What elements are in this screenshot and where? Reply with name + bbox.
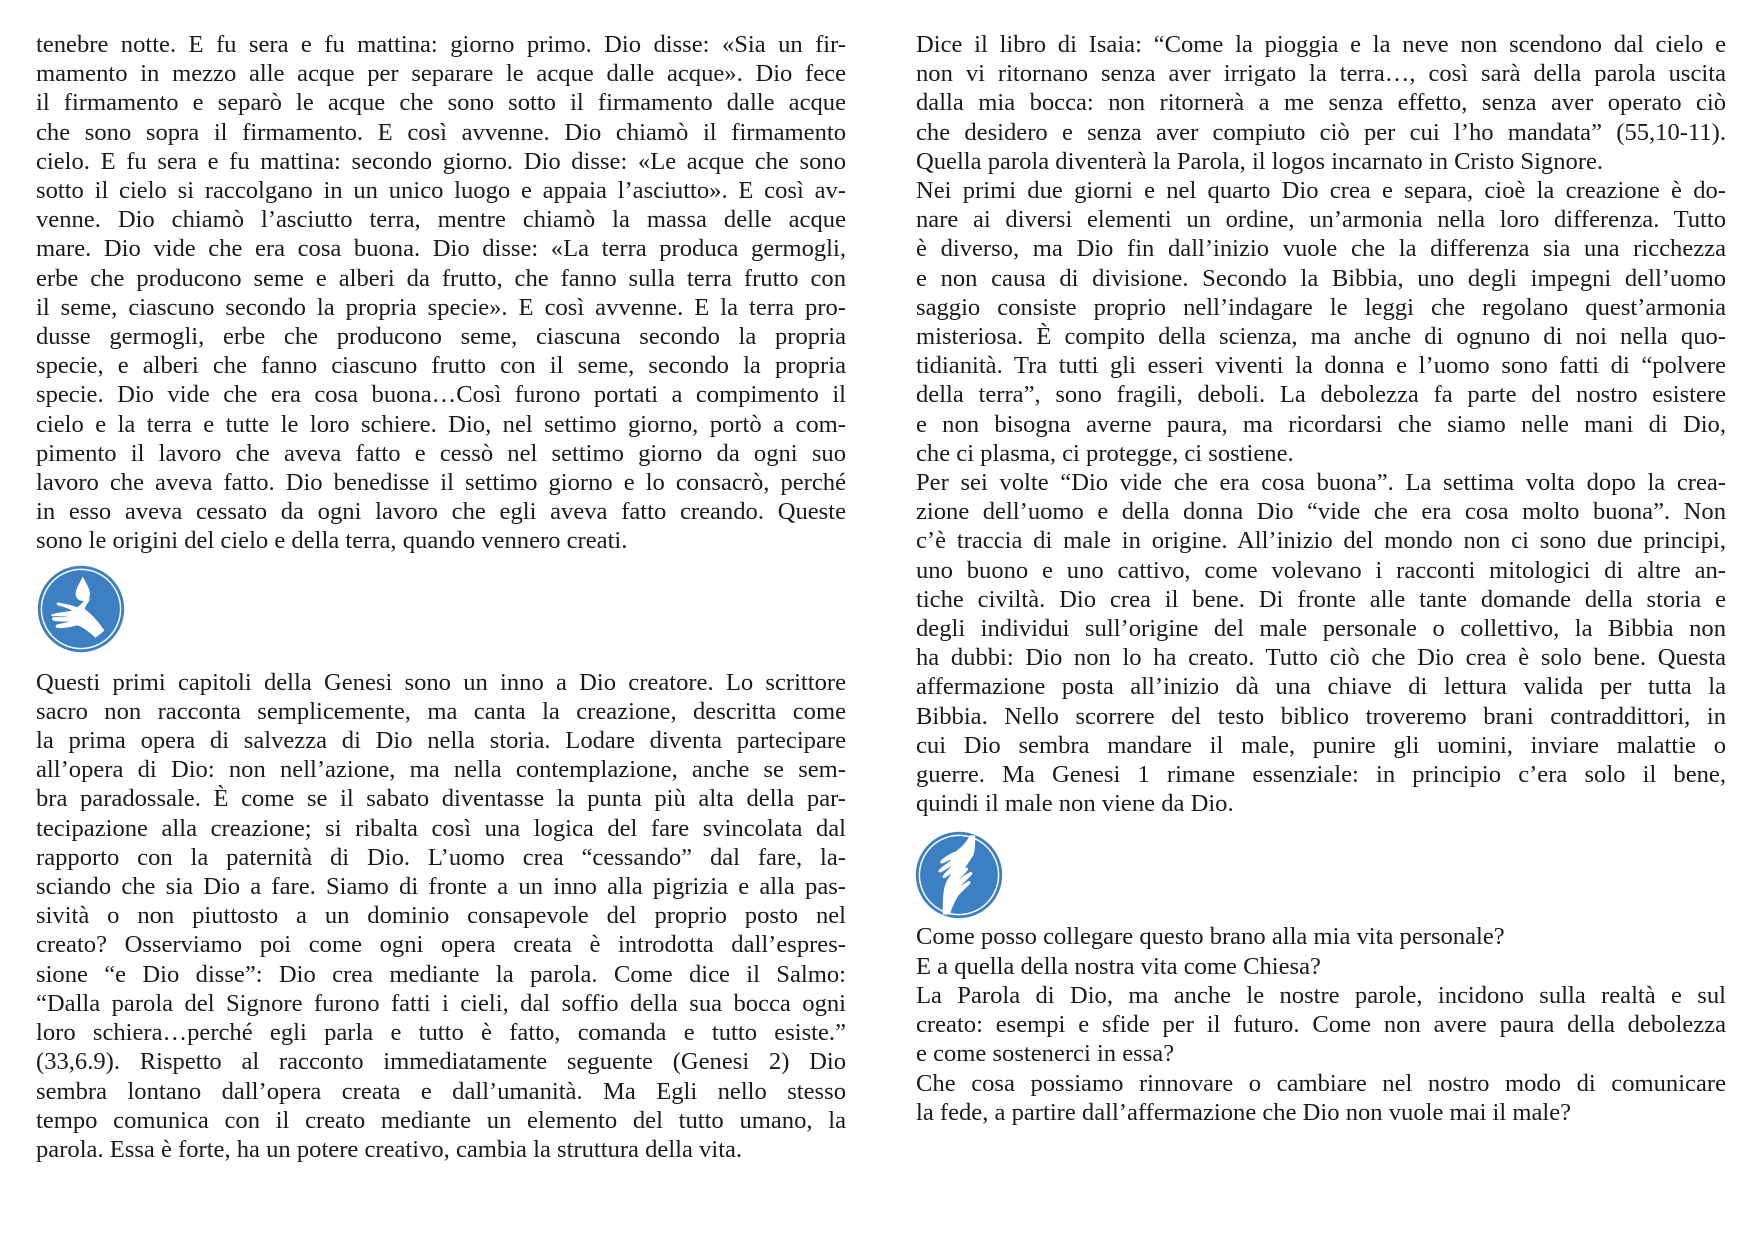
goodness-passage	[916, 468, 1726, 818]
text-line: bra paradossale. È come se il sabato diventasse la punta più alta della par-	[36, 785, 846, 813]
commentary-passage	[36, 668, 846, 1164]
text-line: è diverso, ma Dio fin dall’inizio vuole che la differenza sia una ricchezza	[916, 235, 1726, 263]
text-line: Bibbia. Nello scorrere del testo biblico troveremo brani contraddittori, in	[916, 702, 1726, 730]
text-line: che ci plasma, ci protegge, ci sostiene.	[916, 439, 1294, 467]
text-line: la fede, a partire dall’affermazione che Dio non vuole mai il male?	[916, 1098, 1572, 1126]
text-line: sotto il cielo si raccolgano in un unico luogo e appaia l’asciutto». E così av-	[36, 177, 846, 205]
text-line: sembra lontano dall’opera creata e dall’umanità. Ma Egli nello stesso	[36, 1077, 846, 1105]
text-line: tecipazione alla creazione; si ribalta così una logica del fare svincolata dal	[36, 814, 846, 842]
text-line: c’è traccia di male in origine. All’inizio del mondo non ci sono due principi,	[916, 527, 1726, 555]
text-line: quindi il male non viene da Dio.	[916, 790, 1234, 818]
text-line: sciando che sia Dio a fare. Siamo di fronte a un inno alla pigrizia e alla pas-	[36, 873, 846, 901]
text-line: guerre. Ma Genesi 1 rimane essenziale: in principio c’era solo il bene,	[916, 761, 1726, 789]
text-line: e come sostenerci in essa?	[916, 1040, 1175, 1068]
text-line: tiche civiltà. Dio crea il bene. Di fronte alle tante domande della storia e	[916, 585, 1726, 613]
genesis-passage	[36, 30, 846, 556]
text-line: degli individui sull’origine del male personale o collettivo, la Bibbia non	[916, 615, 1726, 643]
text-line: zione dell’uomo e della donna Dio “vide che era cosa molto buona”. Non	[916, 498, 1726, 526]
text-line: dusse germogli, erbe che producono seme, ciascuna secondo la propria	[36, 323, 846, 351]
text-line: sacro non racconta semplicemente, ma canta la creazione, descritta come	[36, 697, 846, 725]
text-line: dalla mia bocca: non ritornerà a me senza effetto, senza aver operato ciò	[916, 89, 1726, 117]
text-line: ha dubbi: Dio non lo ha creato. Tutto ciò che Dio crea è solo bene. Questa	[916, 644, 1726, 672]
text-line: rapporto con la paternità di Dio. L’uomo crea “cessando” dal fare, la-	[36, 843, 846, 871]
text-line: che desidero e senza aver compiuto ciò per cui l’ho mandata” (55,10-11).	[916, 118, 1726, 146]
text-line: lavoro che aveva fatto. Dio benedisse il settimo giorno e lo consacrò, perché	[36, 469, 846, 497]
text-line: il seme, ciascuno secondo la propria specie». E così avvenne. E la terra pro-	[36, 293, 846, 321]
separation-passage	[916, 176, 1726, 468]
questions-icon-container	[914, 830, 1726, 920]
text-line: Come posso collegare questo brano alla mia vita personale?	[916, 923, 1505, 951]
text-line: loro schiera…perché egli parla e tutto è fatto, comanda e tutto esiste.”	[36, 1019, 846, 1047]
text-line: venne. Dio chiamò l’asciutto terra, mentre chiamò la massa delle acque	[36, 206, 846, 234]
hand-water-drop-icon	[36, 564, 126, 654]
text-line: non vi ritornano senza aver irrigato la terra…, così sarà della parola uscita	[916, 60, 1726, 88]
text-line: e non bisogna averne paura, ma ricordarsi che siamo nelle mani di Dio,	[916, 410, 1726, 438]
text-line: Dice il libro di Isaia: “Come la pioggia e la neve non scendono dal cielo e	[916, 31, 1726, 58]
text-line: la prima opera di salvezza di Dio nella storia. Lodare diventa partecipare	[36, 727, 846, 755]
text-line: (33,6.9). Rispetto al racconto immediatamente seguente (Genesi 2) Dio	[36, 1048, 846, 1076]
text-line: cielo e la terra e tutte le loro schiere. Dio, nel settimo giorno, portò a com-	[36, 410, 846, 438]
text-line: “Dalla parola del Signore furono fatti i cieli, dal soffio della sua bocca ogni	[36, 989, 846, 1017]
text-line: erbe che producono seme e alberi da frutto, che fanno sulla terra frutto con	[36, 264, 846, 292]
text-line: uno buono e uno cattivo, come volevano i racconti mitologici di altre an-	[916, 556, 1726, 584]
text-line: Nei primi due giorni e nel quarto Dio crea e separa, cioè la creazione è do-	[916, 177, 1726, 205]
helping-hands-icon	[914, 830, 1004, 920]
text-line: La Parola di Dio, ma anche le nostre parole, incidono sulla realtà e sul	[916, 981, 1726, 1009]
text-line: tenebre notte. E fu sera e fu mattina: giorno primo. Dio disse: «Sia un fir-	[36, 31, 846, 58]
text-line: all’opera di Dio: non nell’azione, ma nella contemplazione, anche se sem-	[36, 756, 846, 784]
right-column	[916, 30, 1726, 1127]
text-line: pimento il lavoro che aveva fatto e cessò nel settimo giorno da ogni suo	[36, 439, 846, 467]
text-line: affermazione posta all’inizio dà una chiave di lettura valida per tutta la	[916, 673, 1726, 701]
text-line: e non causa di divisione. Secondo la Bibbia, uno degli impegni dell’uomo	[916, 264, 1726, 292]
text-line: che sono sopra il firmamento. E così avvenne. Dio chiamò il firmamento	[36, 118, 846, 146]
text-line: della terra”, sono fragili, deboli. La debolezza fa parte del nostro esistere	[916, 381, 1726, 409]
text-line: Che cosa possiamo rinnovare o cambiare nel nostro modo di comunicare	[916, 1069, 1726, 1097]
text-line: Questi primi capitoli della Genesi sono un inno a Dio creatore. Lo scrittore	[36, 668, 846, 696]
text-line: sività o non piuttosto a un dominio consapevole del proprio posto nel	[36, 902, 846, 930]
text-line: cielo. E fu sera e fu mattina: secondo giorno. Dio disse: «Le acque che sono	[36, 147, 846, 175]
text-line: misteriosa. È compito della scienza, ma anche di ognuno di noi nella quo-	[916, 323, 1726, 351]
question-item	[916, 981, 1726, 1069]
text-line: saggio consiste proprio nell’indagare le leggi che regolano quest’armonia	[916, 293, 1726, 321]
text-line: parola. Essa è forte, ha un potere creativo, cambia la struttura della vita.	[36, 1135, 743, 1163]
text-line: tempo comunica con il creato mediante un elemento del tutto umano, la	[36, 1106, 846, 1134]
reflection-icon-container	[36, 564, 846, 654]
text-line: E a quella della nostra vita come Chiesa?	[916, 952, 1321, 980]
question-item	[916, 1069, 1726, 1127]
question-item	[916, 922, 1726, 951]
text-line: specie, e alberi che fanno ciascuno frutto con il seme, secondo la propria	[36, 352, 846, 380]
text-line: mamento in mezzo alle acque per separare le acque dalle acque». Dio fece	[36, 60, 846, 88]
text-line: nare ai diversi elementi un ordine, un’armonia nella loro differenza. Tutto	[916, 206, 1726, 234]
text-line: creato: esempi e sfide per il futuro. Come non avere paura della debolezza	[916, 1011, 1726, 1039]
text-line: Per sei volte “Dio vide che era cosa buona”. La settima volta dopo la crea-	[916, 469, 1726, 497]
text-line: cui Dio sembra mandare il male, punire gli uomini, inviare malattie o	[916, 731, 1726, 759]
left-column	[36, 30, 846, 1164]
reflection-questions	[916, 922, 1726, 1126]
text-line: sono le origini del cielo e della terra, quando vennero creati.	[36, 527, 628, 555]
text-line: in esso aveva cessato da ogni lavoro che egli aveva fatto creando. Queste	[36, 498, 846, 526]
text-line: sione “e Dio disse”: Dio crea mediante la parola. Come dice il Salmo:	[36, 960, 846, 988]
text-line: Quella parola diventerà la Parola, il logos incarnato in Cristo Signore.	[916, 147, 1604, 175]
text-line: mare. Dio vide che era cosa buona. Dio disse: «La terra produca germogli,	[36, 235, 846, 263]
question-item	[916, 952, 1726, 981]
text-line: creato? Osserviamo poi come ogni opera creata è introdotta dall’espres-	[36, 931, 846, 959]
text-line: il firmamento e separò le acque che sono sotto il firmamento dalle acque	[36, 89, 846, 117]
text-line: tidianità. Tra tutti gli esseri viventi la donna e l’uomo sono fatti di “polvere	[916, 352, 1726, 380]
isaiah-passage	[916, 30, 1726, 176]
text-line: specie. Dio vide che era cosa buona…Così furono portati a compimento il	[36, 381, 846, 409]
